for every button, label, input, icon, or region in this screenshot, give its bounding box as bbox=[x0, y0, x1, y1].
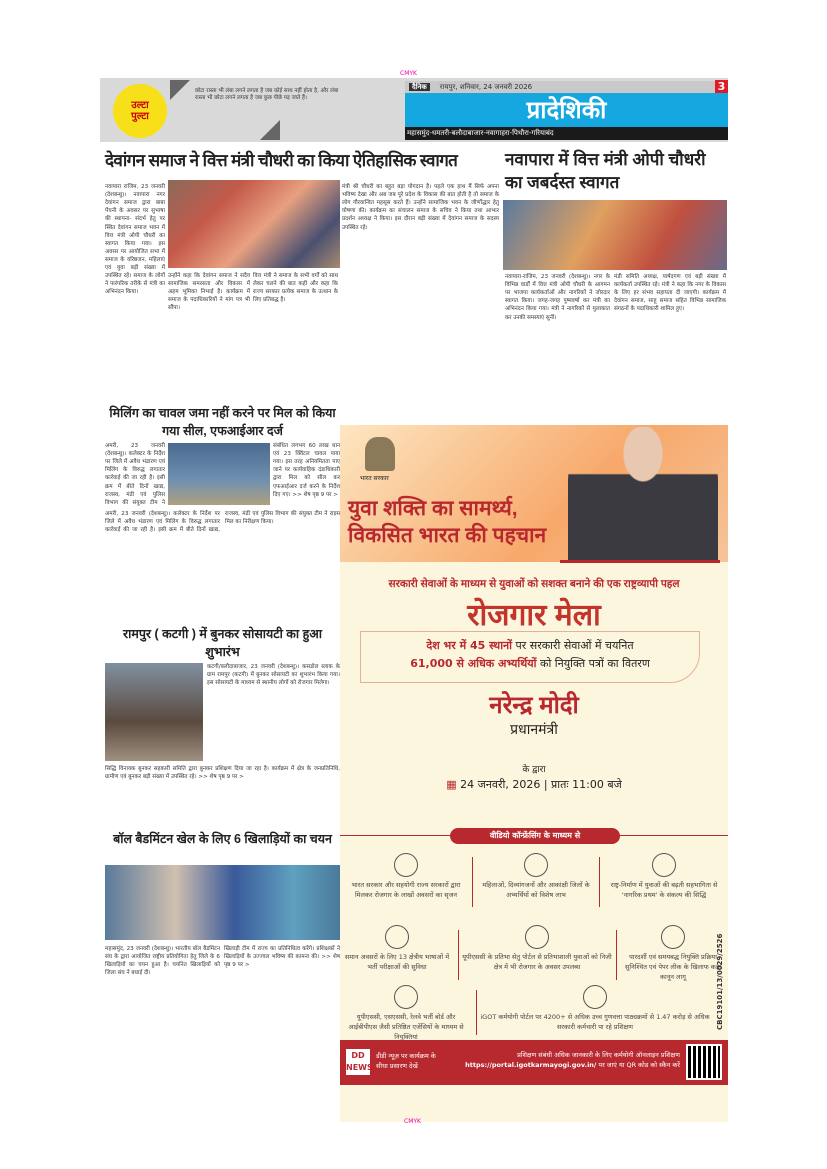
dd-text: डीडी न्यूज़ पर कार्यक्रम के सीधा प्रसारण देखें bbox=[376, 1052, 436, 1070]
building-icon bbox=[394, 985, 418, 1009]
divider bbox=[616, 930, 617, 980]
page-number: 3 bbox=[715, 80, 728, 94]
ad-headline bbox=[348, 495, 588, 549]
qr-code[interactable] bbox=[686, 1044, 722, 1080]
ad-code: CBC19101/13/0029/2526 bbox=[716, 933, 724, 1030]
story-text-cont: अमरी, 23 जनवरी (देशबन्धु)। कलेक्टर के निर्देश पर जिले में अवैध भंडारण एवं मिलिंग के विरुद्ध लगातार कार्रवाई की जा रही है। इसी क्रम में बीते दिनों खाद्य, राजस्व, मंडी एवं पुलिस विभाग की संयुक्त टीम ने राइस मिल का निरीक्षण किया। bbox=[105, 511, 340, 534]
people-icon bbox=[394, 853, 418, 877]
benefit-item bbox=[620, 925, 726, 982]
datetime-text: 24 जनवरी, 2026 | प्रातः 11:00 बजे bbox=[460, 778, 622, 791]
event-details bbox=[360, 631, 700, 683]
benefit-text: भारत सरकार और सहयोगी राज्य सरकारों द्वारा मिलकर रोजगार के लाखों अवसरों का सृजन bbox=[351, 881, 461, 899]
pm-name: नरेन्द्र मोदी bbox=[489, 692, 579, 719]
story-text: नवापारा राजिम, 23 जनवरी (देशबन्धु)। नवापारा नगर देवांगन समाज द्वारा बाबा पेंचनी के अवसर पर सुभाषा की स्थापना- संदर्भ हेतु पर स्थित देवांगन समाज भवन में वित्त मंत्री ओपी चौधरी का स्वागत किया गया। इस अवसर पर आयोजित सभा में समाज के वरिष्ठजन, महिलाएं एवं युवा बड़ी संख्या में उपस्थित रहे। समाज के लोगों ने पारंपरिक तरीके से मंत्री का अभिनंदन किया। bbox=[105, 184, 165, 296]
story-photo bbox=[503, 200, 727, 270]
leader-audience-icon bbox=[652, 853, 676, 877]
logo-text: उल्टा bbox=[131, 100, 149, 111]
divider bbox=[458, 930, 459, 980]
story-text: संबंधित लगभग 60 लाख धान एवं 23 क्विंटल चावल पाया गया। इस तरह अनियमितता पाए जाने पर कार्यवाहिक दंडाधिकारी द्वारा मिल को सील कर एफआईआर दर्ज करने के निर्देश दिए गए। >> शेष पृष्ठ 9 पर > bbox=[273, 443, 340, 498]
benefit-text: समान अवसरों के लिए 13 क्षेत्रीय भाषाओं में भर्ती परीक्षाओं की सुविधा bbox=[344, 953, 450, 971]
print-mark: CMYK bbox=[400, 70, 417, 77]
language-icon bbox=[385, 925, 409, 949]
portal-document-icon bbox=[525, 925, 549, 949]
benefit-text: महिलाओं, दिव्यांगजनों और आकांक्षी जिलों के अभ्यर्थियों को विशेष लाभ bbox=[482, 881, 590, 899]
headline: नवापारा में वित्त मंत्री ओपी चौधरी का जबर्दस्त स्वागत bbox=[505, 150, 706, 192]
benefit-item bbox=[480, 985, 710, 1033]
event-datetime bbox=[340, 777, 728, 792]
portal-info bbox=[450, 1050, 680, 1071]
benefit-text: राष्ट्र-निर्माण में युवाओं की बढ़ती सहभागिता से 'नागरिक प्रथम' के संकल्प की सिद्धि bbox=[610, 881, 718, 899]
divider bbox=[560, 560, 720, 563]
paper-name: दैनिक bbox=[409, 83, 430, 91]
date-text: रायपुर, शनिवार, 24 जनवरी 2026 bbox=[439, 83, 533, 91]
divider bbox=[476, 990, 477, 1035]
ad-footer bbox=[340, 1040, 728, 1085]
story-photo bbox=[105, 865, 340, 940]
detail-text: को नियुक्ति पत्रों का वितरण bbox=[536, 657, 650, 670]
portal-suffix: पर जाएं या QR कोड को स्कैन करें bbox=[596, 1061, 680, 1070]
print-mark: CMYK bbox=[404, 1118, 421, 1125]
event-title: रोजगार मेला bbox=[467, 599, 601, 632]
story-text: मंडी समिति अध्यक्ष, पार्षदगण एवं बड़ी संख्या में कार्यकर्ता उपस्थित रहे। मंत्री ने कहा कि नगर के विकास के लिए हर संभव सहायता दी जाएगी। कार्यक्रम में देवांगन समाज, साहू समाज सहित विभिन्न सामाजिक संगठनों के पदाधिकारी शामिल हुए। bbox=[614, 274, 726, 313]
benefit-item bbox=[342, 853, 470, 901]
story-text: उन्होंने कहा कि देवांगन समाज ने सदैव सामाजिक समरसता और विकास में अहम भूमिका निभाई है। कार्यक्रम में समाज के पदाधिकारियों ने मांग पत्र भी सौंपा। bbox=[168, 273, 250, 312]
story-text: नवापारा-राजिम, 23 जनवरी (देशबन्धु)। नगर के विभिन्न वार्डों में वित्त मंत्री ओपी चौधरी के आगमन पर भाजपा कार्यकर्ताओं और नागरिकों ने जोरदार स्वागत किया। जगह-जगह पुष्पवर्षा कर मंत्री का अभिनंदन किया गया। मंत्री ने नागरिकों से मुलाकात कर उनकी समस्याएं सुनीं। bbox=[505, 274, 610, 321]
mode-pill: वीडियो कॉन्फ्रेंसिंग के माध्यम से bbox=[450, 828, 620, 844]
portal-link[interactable]: https://portal.igotkarmayogi.gov.in/ bbox=[465, 1061, 597, 1070]
benefit-text: पारदर्शी एवं समयबद्ध नियुक्ति प्रक्रिया सुनिश्चित एवं पेपर लीक के खिलाफ कड़ा कानून लागू bbox=[625, 953, 721, 981]
section-regions: महासमुंद-धमतरी-बलौदाबाजार-नवागाहरा-पिथौरा-गरियाबंद bbox=[405, 127, 728, 140]
dd-news-logo: DD NEWS bbox=[346, 1049, 370, 1075]
section-title: प्रादेशिकी bbox=[405, 93, 728, 127]
govt-label: भारत सरकार bbox=[360, 475, 389, 482]
training-icon bbox=[583, 985, 607, 1009]
calendar-icon: ▦ bbox=[446, 778, 461, 791]
ad-tagline: सरकारी सेवाओं के माध्यम से युवाओं को सशक्त बनाने की एक राष्ट्रव्यापी पहल bbox=[388, 578, 680, 590]
portal-text: प्रशिक्षण संबंधी अधिक जानकारी के लिए कर्मयोगी ऑनलाइन प्रशिक्षण bbox=[517, 1051, 680, 1059]
benefit-item bbox=[342, 985, 470, 1042]
headline: मिलिंग का चावल जमा नहीं करने पर मिल को किया गया सील, एफआईआर दर्ज bbox=[109, 406, 336, 438]
highlight: देश भर में 45 स्थानों bbox=[426, 639, 513, 652]
divider bbox=[599, 857, 600, 907]
benefit-item bbox=[602, 853, 726, 901]
dateline bbox=[405, 81, 715, 93]
benefit-text: यूपीएससी, एसएससी, रेलवे भर्ती बोर्ड और आईबीपीएस जैसी प्रतिष्ठित एजेंसियों के माध्यम से नियुक्तियां bbox=[348, 1013, 464, 1041]
logo-text: पुल्टा bbox=[131, 111, 149, 122]
story-photo bbox=[168, 180, 340, 268]
by-label: के द्वारा bbox=[522, 765, 546, 775]
story-photo bbox=[105, 663, 203, 761]
story-text: कटगी/बलौदाबाजार, 23 जनवरी (देशबन्धु)। कसडोल ब्लाक के ग्राम रामपुर (कटगी) में बुनकर सोसायटी का शुभारंभ किया गया। इस सोसायटी के माध्यम से स्थानीय लोगों को रोजगार मिलेगा। bbox=[207, 664, 340, 687]
benefit-text: यूपीएससी के प्रतिभा सेतु पोर्टल से प्रतिभाशाली युवाओं को निजी क्षेत्र में भी रोजगार के अवसर उपलब्ध bbox=[462, 953, 612, 971]
story-text bbox=[105, 510, 340, 618]
wheelchair-icon bbox=[524, 853, 548, 877]
detail-text: पर सरकारी सेवाओं में चयनित bbox=[512, 639, 634, 652]
story-photo bbox=[168, 443, 270, 505]
story-text: अमरी, 23 जनवरी (देशबन्धु)। कलेक्टर के निर्देश पर जिले में अवैध भंडारण एवं मिलिंग के विरुद्ध लगातार कार्रवाई की जा रही है। इसी क्रम में बीते दिनों खाद्य, राजस्व, मंडी एवं पुलिस विभाग की संयुक्त टीम ने bbox=[105, 443, 165, 506]
quote-decoration bbox=[260, 120, 280, 140]
headline: बॉल बैडमिंटन खेल के लिए 6 खिलाड़ियों का चयन bbox=[113, 832, 332, 846]
ulta-pulta-logo bbox=[113, 84, 167, 138]
story-text: खिलाड़ी टीम में राज्य का प्रतिनिधित्व करेंगे। प्रशिक्षकों ने खिलाड़ियों के उज्ज्वल भविष्य की कामना की। >> शेष पृष्ठ 9 पर > bbox=[224, 946, 340, 969]
divider bbox=[472, 857, 473, 907]
benefit-item bbox=[475, 853, 597, 901]
rozgar-mela-advertisement bbox=[340, 425, 728, 1122]
ad-headline-line: युवा शक्ति का सामर्थ्य, bbox=[348, 497, 518, 520]
quote-text: छोटा रास्ता भी लंबा लगने लगता है जब कोई साथ नहीं होता है, और लंबा रास्ता भी छोटा लगने लगता है जब कुछ पीछे पड़ जाते हैं। bbox=[195, 88, 339, 102]
benefit-item bbox=[462, 925, 612, 973]
pm-title: प्रधानमंत्री bbox=[510, 722, 558, 738]
transparency-icon bbox=[661, 925, 685, 949]
national-emblem-icon bbox=[365, 437, 395, 471]
highlight: 61,000 से अधिक अभ्यर्थियों bbox=[410, 657, 537, 670]
ad-headline-line: विकसित भारत की पहचान bbox=[348, 524, 547, 547]
story-text: महासमुंद, 23 जनवरी (देशबन्धु)। भारतीय बॉल बैडमिंटन संघ के द्वारा आयोजित राष्ट्रीय प्रतियोगिता हेतु जिले के 6 खिलाड़ियों का चयन हुआ है। चयनित खिलाड़ियों को जिला संघ ने बधाई दी। bbox=[105, 946, 220, 977]
pm-photo bbox=[568, 427, 718, 560]
benefit-text: iGOT कर्मयोगी पोर्टल पर 4200+ से अधिक उच्च गुणवत्ता पाठ्यक्रमों से 1.47 करोड़ से अधिक सरकारी कर्मचारी पा रहे प्रशिक्षण bbox=[480, 1013, 710, 1031]
benefit-item bbox=[342, 925, 452, 973]
quote-decoration bbox=[170, 80, 190, 100]
story-text: मंत्री श्री चौधरी का बहुत बड़ा योगदान है। पहले एक हाथ मैं सिर्फ अपना भविष्य देखा और अब जब पूरे प्रदेश के विकास की बात होती है तो समाज के लोग गौरवान्वित महसूस करते हैं। उन्होंने सामाजिक भवन के जीर्णोद्धार हेतु घोषणा की। कार्यक्रम का संचालन समाज के सचिव ने किया तथा आभार प्रदर्शन अध्यक्ष ने किया। इस दौरान बड़ी संख्या में देवांगन समाज के सदस्य उपस्थित रहे। bbox=[342, 184, 499, 231]
headline: देवांगन समाज ने वित्त मंत्री चौधरी का किया ऐतिहासिक स्वागत bbox=[105, 151, 458, 170]
story-text: सिद्धि विनायक बुनकर सहकारी समिति द्वारा बुनकर प्रशिक्षण दिया जा रहा है। कार्यक्रम में क्षेत्र के जनप्रतिनिधि, ग्रामीण एवं बुनकर बड़ी संख्या में उपस्थित रहे। >> शेष पृष्ठ 9 पर > bbox=[105, 766, 340, 781]
headline: रामपुर ( कटगी ) में बुनकर सोसायटी का हुआ शुभारंभ bbox=[123, 627, 322, 659]
story-text: वित्त मंत्री ने समाज के सभी वर्गों को साथ लेकर चलने की बात कही और कहा कि राज्य सरकार प्रत्येक समाज के उत्थान के लिए प्रतिबद्ध है। bbox=[253, 273, 338, 304]
